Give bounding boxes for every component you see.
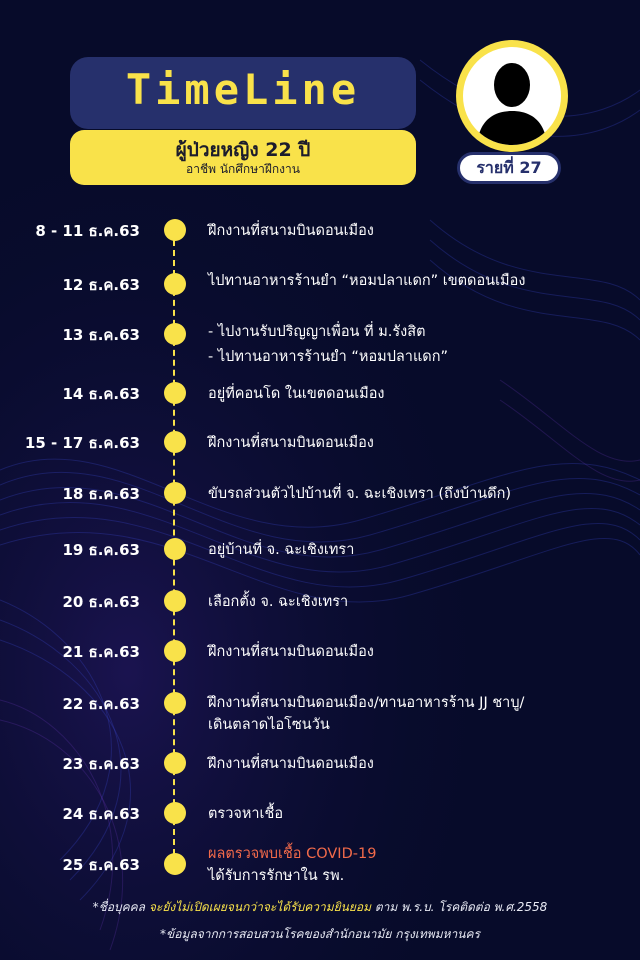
case-number-badge: รายที่ 27	[457, 152, 561, 184]
timeline-event: ไปทานอาหารร้านยำ “หอมปลาแดก” เขตดอนเมือง	[208, 273, 526, 289]
timeline-dot	[164, 853, 186, 875]
timeline-event: ได้รับการรักษาใน รพ.	[208, 868, 345, 884]
privacy-footnote	[0, 898, 640, 917]
timeline-dot	[164, 752, 186, 774]
patient-occupation: อาชีพ นักศึกษาฝึกงาน	[186, 162, 300, 176]
timeline-date: 21 ธ.ค.63	[62, 643, 140, 661]
timeline-date: 23 ธ.ค.63	[62, 755, 140, 773]
timeline-event: ขับรถส่วนตัวไปบ้านที่ จ. ฉะเชิงเทรา (ถึงบ้านดึก)	[208, 486, 512, 502]
timeline-event: ฝึกงานที่สนามบินดอนเมือง	[208, 756, 374, 772]
footnote-highlight: จะยังไม่เปิดเผยจนกว่าจะได้รับความยินยอม	[148, 900, 371, 914]
timeline-date: 24 ธ.ค.63	[62, 805, 140, 823]
timeline-date: 13 ธ.ค.63	[62, 326, 140, 344]
timeline-dot	[164, 323, 186, 345]
source-footnote: *ข้อมูลจากการสอบสวนโรคของสำนักอนามัย กรุงเทพมหานคร	[160, 927, 480, 941]
avatar	[456, 40, 568, 152]
timeline-dot	[164, 692, 186, 714]
timeline-event: ฝึกงานที่สนามบินดอนเมือง	[208, 644, 374, 660]
timeline-dot	[164, 802, 186, 824]
timeline-dot	[164, 538, 186, 560]
timeline-event: ฝึกงานที่สนามบินดอนเมือง	[208, 435, 374, 451]
timeline-dot	[164, 219, 186, 241]
timeline-event: เดินตลาดไอโซนวัน	[208, 717, 330, 733]
timeline-date: 19 ธ.ค.63	[62, 541, 140, 559]
covid-positive-result: ผลตรวจพบเชื้อ COVID-19	[208, 846, 377, 862]
timeline-date: 20 ธ.ค.63	[62, 593, 140, 611]
timeline-date: 14 ธ.ค.63	[62, 385, 140, 403]
timeline-event: ตรวจหาเชื้อ	[208, 806, 284, 822]
footnote-prefix: *ชื่อบุคคล	[92, 900, 149, 914]
timeline-dot	[164, 273, 186, 295]
timeline-event: อยู่ที่คอนโด ในเขตดอนเมือง	[208, 386, 385, 402]
timeline-event: ฝึกงานที่สนามบินดอนเมือง/ทานอาหารร้าน JJ ชาบู/	[208, 695, 525, 711]
timeline-dot	[164, 431, 186, 453]
timeline-event-alert	[208, 843, 376, 865]
timeline-dot	[164, 640, 186, 662]
timeline-event: เลือกตั้ง จ. ฉะเชิงเทรา	[208, 594, 349, 610]
patient-label: ผู้ป่วยหญิง 22 ปี	[175, 139, 311, 161]
timeline-date: 22 ธ.ค.63	[62, 695, 140, 713]
timeline-date: 15 - 17 ธ.ค.63	[24, 434, 140, 452]
timeline-date: 8 - 11 ธ.ค.63	[35, 222, 140, 240]
timeline-dot	[164, 482, 186, 504]
timeline-event: - ไปทานอาหารร้านยำ “หอมปลาแดก”	[208, 349, 449, 365]
timeline-dot	[164, 590, 186, 612]
timeline-event: ฝึกงานที่สนามบินดอนเมือง	[208, 223, 374, 239]
timeline-date: 25 ธ.ค.63	[62, 856, 140, 874]
timeline-event: - ไปงานรับปริญญาเพื่อน ที่ ม.รังสิต	[208, 324, 426, 340]
timeline-date: 12 ธ.ค.63	[62, 276, 140, 294]
timeline-event: อยู่บ้านที่ จ. ฉะเชิงเทรา	[208, 542, 355, 558]
patient-info-box	[70, 130, 416, 185]
footnote-suffix: ตาม พ.ร.บ. โรคติดต่อ พ.ศ.2558	[371, 900, 548, 914]
timeline-date: 18 ธ.ค.63	[62, 485, 140, 503]
timeline-dot	[164, 382, 186, 404]
person-silhouette-icon	[463, 47, 561, 145]
page-title: TimeLine	[125, 65, 361, 114]
